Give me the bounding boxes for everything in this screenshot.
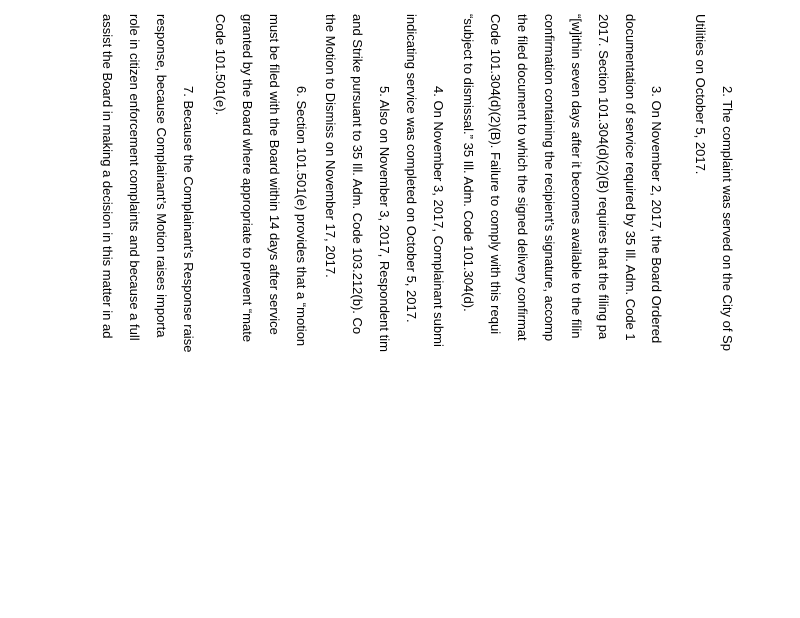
text-line: the Motion to Dismiss on November 17, 2017. [323,14,338,278]
text-line: assist the Board in making a decision in this matter in ad [100,14,115,339]
text-line: “subject to dismissal.” 35 Ill. Adm. Code 101.304(d). [461,14,476,312]
text-line: 2. The complaint was served on the City of Sp [720,86,735,351]
text-line: Utilities on October 5, 2017. [693,14,708,175]
text-line: 7. Because the Complainant’s Response raise [181,86,196,353]
text-line: 2017. Section 101.304(d)(2)(B) requires that the filing pa [596,14,611,340]
text-line: 5. Also on November 3, 2017, Respondent tim [377,86,392,352]
text-line: must be filed with the Board within 14 days after service [267,14,282,335]
text-line: role in citizen enforcement complaints and because a full [127,14,142,341]
text-line: and Strike pursuant to 35 Ill. Adm. Code 103.212(b). Co [350,14,365,335]
text-line: “[w]ithin seven days after it becomes available to the filin [569,14,584,339]
text-line: granted by the Board where appropriate to prevent “mate [240,14,255,343]
text-line: documentation of service required by 35 Ill. Adm. Code 1 [623,14,638,341]
text-line: 3. On November 2, 2017, the Board Ordered [649,86,664,344]
text-line: Code 101.304(d)(2)(B). Failure to comply with this requi [488,14,503,335]
text-line: response, because Complainant’s Motion raises importa [154,14,169,338]
text-line: 6. Section 101.501(e) provides that a “motion [294,86,309,347]
text-line: the filed document to which the signed delivery confirmat [515,14,530,341]
text-line: Code 101.501(e). [213,14,228,116]
text-line: confirmation containing the recipient’s signature, accomp [542,14,557,342]
text-line: indicating service was completed on October 5, 2017. [404,14,419,323]
text-line: 4. On November 3, 2017, Complainant submi [431,86,446,347]
